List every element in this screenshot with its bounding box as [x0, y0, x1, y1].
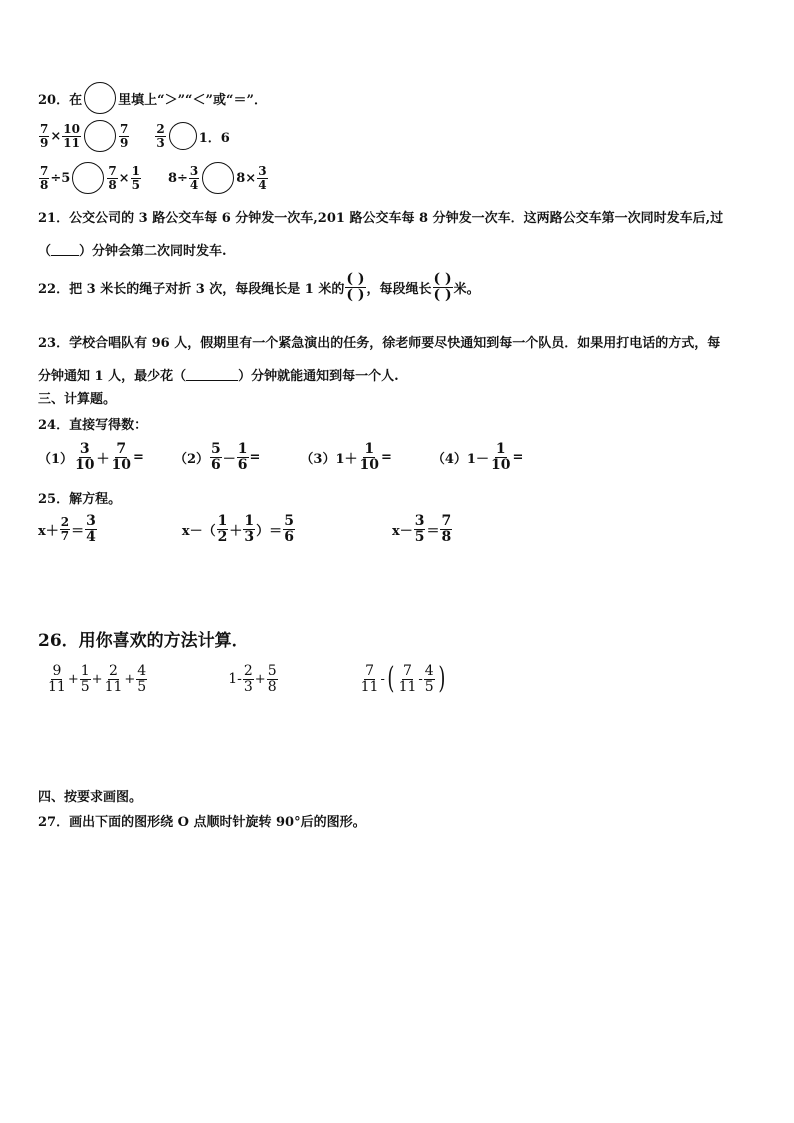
equals: ＝	[71, 523, 85, 539]
equals: =	[512, 449, 524, 465]
section-title: 三、计算题。	[38, 392, 117, 407]
operator: -	[418, 671, 423, 687]
answer-circle[interactable]	[72, 162, 104, 194]
fraction: 2 3	[243, 663, 253, 695]
q21-text: ）分钟会第二次同时发车.	[79, 244, 227, 259]
section-4-heading	[38, 786, 142, 805]
fraction: $\frac{10}{11}$	[63, 121, 80, 150]
q20-row-2	[38, 162, 269, 194]
paren-open: （	[38, 244, 52, 259]
question-title: 24．直接写得数：	[38, 418, 148, 433]
fraction: $\frac{3}{4}$	[258, 163, 267, 192]
q21-text: 21．公交公司的 3 路公交车每 6 分钟发一次车,201 路公交车每 8 分钟发一次车．这两路公交车第一次同时发车后,过	[38, 211, 724, 226]
fraction: $\frac{1}{6}$	[237, 441, 248, 473]
answer-circle[interactable]	[169, 122, 197, 150]
operator: -	[380, 671, 385, 687]
fraction: 2 7	[60, 515, 70, 543]
fraction: 3 4	[86, 513, 96, 545]
q24-title	[38, 414, 147, 433]
equals: =	[380, 449, 392, 465]
section-3-heading	[38, 388, 116, 407]
answer-blank[interactable]	[186, 368, 238, 381]
fraction: 7 9	[119, 121, 129, 150]
q20-number: 20．在	[38, 92, 83, 108]
fraction: 9 11	[48, 663, 66, 695]
equation-part: ）＝	[256, 523, 283, 539]
q21-line-2	[38, 240, 227, 259]
q27-line	[38, 811, 366, 830]
operator: ÷5	[50, 170, 71, 186]
operator: ＋	[229, 523, 243, 539]
fraction: $\frac{3}{4}$	[189, 163, 199, 192]
fraction: $\frac{1}{5}$	[80, 663, 90, 695]
fraction: 7 11	[398, 663, 417, 695]
equation-part: x－	[391, 523, 413, 539]
problem-label: （2）	[173, 451, 209, 467]
fraction: 7 11	[360, 663, 379, 695]
fraction: 1 2	[217, 513, 228, 545]
equation-part: x＋	[38, 523, 59, 539]
q21-line-1	[38, 207, 723, 226]
q22-line	[38, 272, 480, 302]
operator: +	[67, 671, 79, 687]
q20-header	[38, 82, 267, 114]
fraction: $\frac{2}{11}$	[104, 663, 123, 695]
q26-title	[38, 626, 249, 651]
q20-instruction: 里填上“＞”“＜”或“＝”．	[118, 92, 267, 108]
fraction: $\frac{5}{8}$	[267, 663, 277, 695]
fraction: $\frac{7}{8}$	[108, 163, 117, 192]
equation-part: x－（	[181, 523, 216, 539]
answer-circle[interactable]	[202, 162, 234, 194]
problem-label: （4）1－	[431, 451, 489, 467]
q20-value: 1．6	[198, 130, 230, 146]
q20-row-1	[38, 120, 230, 152]
paren-open: (	[387, 661, 395, 697]
fraction: 7 8	[441, 513, 452, 545]
q24-problems	[38, 442, 523, 472]
operator: ＋	[96, 451, 110, 467]
fraction: $\frac{7}{8}$	[40, 163, 49, 192]
question-title: 25．解方程。	[38, 492, 122, 507]
fraction: 3 5	[414, 513, 425, 545]
q23-text: ）分钟就能通知到每一个人.	[238, 369, 399, 384]
fraction: $\frac{7}{9}$	[40, 121, 49, 150]
blank-fraction[interactable]: ( ) ( )	[433, 271, 452, 303]
q22-text: 米。	[453, 281, 480, 297]
fraction: 2 3	[156, 121, 165, 150]
fraction: 5 6	[284, 513, 294, 545]
equals: =	[249, 449, 261, 465]
blank-fraction[interactable]: ( ) ( )	[346, 271, 365, 303]
fraction: $\frac{1}{5}$	[131, 163, 140, 192]
fraction: $\frac{1}{10}$	[359, 441, 379, 473]
section-title: 四、按要求画图。	[38, 790, 143, 805]
equation-part: 1-	[228, 671, 242, 688]
problem-label: （3）1＋	[300, 451, 358, 467]
fraction: $\frac{7}{10}$	[111, 441, 132, 473]
operator: +	[91, 671, 103, 687]
fraction: $\frac{1}{10}$	[490, 441, 511, 473]
operator: ×	[50, 128, 62, 144]
q23-line-2	[38, 365, 399, 384]
answer-circle[interactable]	[84, 82, 116, 114]
operator: ×	[118, 170, 130, 186]
fraction: $\frac{4}{5}$	[137, 663, 147, 695]
q26-problems	[46, 661, 447, 697]
fraction: 3 10	[75, 441, 95, 473]
equals: =	[133, 449, 144, 465]
q25-equations	[38, 514, 453, 544]
paren-close: )	[438, 661, 446, 697]
answer-circle[interactable]	[84, 120, 116, 152]
operator: 8÷	[167, 170, 188, 186]
q23-text: 23．学校合唱队有 96 人，假期里有一个紧急演出的任务，徐老师要尽快通知到每一个队员．如果用打电话的方式，每	[38, 336, 721, 351]
q22-text: 22．把 3 米长的绳子对折 3 次，每段绳长是 1 米的	[38, 281, 345, 297]
q22-text: ，每段绳长	[366, 281, 432, 297]
q23-line-1	[38, 332, 720, 351]
fraction: 1 3	[244, 513, 255, 545]
operator: 8×	[236, 170, 257, 186]
question-title: 26．用你喜欢的方法计算．	[38, 631, 249, 651]
problem-label: （1）	[38, 451, 74, 467]
q25-title	[38, 488, 121, 507]
fraction: 5 6	[210, 441, 221, 473]
operator: －	[222, 451, 236, 467]
question-title: 27．画出下面的图形绕 O 点顺时针旋转 90°后的图形。	[38, 815, 366, 830]
equals: ＝	[426, 523, 440, 539]
q23-text: 分钟通知 1 人，最少花（	[38, 369, 187, 384]
answer-blank[interactable]	[51, 243, 79, 256]
operator: +	[124, 671, 136, 687]
operator: +	[254, 671, 266, 687]
fraction: 4 5	[424, 663, 434, 695]
